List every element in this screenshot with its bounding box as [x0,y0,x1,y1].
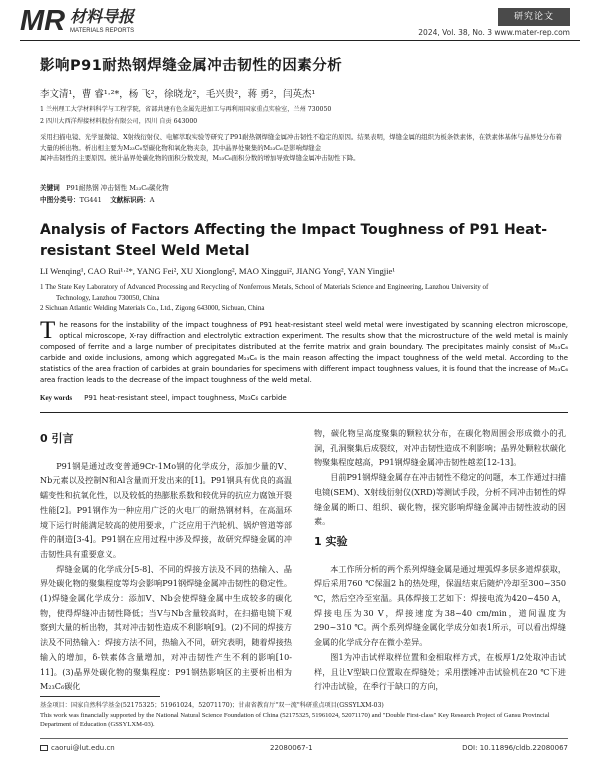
affiliation-line: 2 四川大西洋焊接材料股份有限公司，四川 自贡 643000 [40,118,198,125]
header-rule [20,40,580,41]
svg-text:材料导报: 材料导报 [70,7,135,26]
drop-cap: T [40,317,56,344]
doi[interactable]: DOI: 10.11896/cldb.22080067 [462,744,568,752]
english-affiliations: 1 The State Key Laboratory of Advanced Processing and Recycling of Nonferrous Metals, School of Materials Science and Engineering, Lanzhou University of Technology, Lanzhou 730050, China 2 Sichuan Atlantic Welding Materials Co., Ltd., Zigong 643000, Sichuan, China [40,283,489,312]
paragraph: 目前P91钢焊缝金属存在冲击韧性不稳定的问题，本工作通过扫描电镜(SEM)、X射线衍射仪(XRD)等测试手段，分析不同冲击韧性的焊缝金属的断口、组织、碳化物，探究影响焊缝金属冲击韧性波动的因素。 [314,472,566,527]
english-authors: LI Wenqing¹, CAO Rui¹·²*, YANG Fei², XU Xionglong², MAO Xinggui², JIANG Yong², YAN Yingjie¹ [40,266,395,276]
author-email[interactable]: caorui@lut.edu.cn [51,744,115,752]
footnote-rule [40,696,160,697]
body-column-left [40,426,292,694]
section-heading: 0 引言 [40,432,74,445]
affiliation-line: 1 兰州理工大学材料科学与工程学院，省部共建有色金属先进加工与再利用国家重点实验室，兰州 730050 [40,106,332,113]
chinese-keywords: 关键词 P91耐热钢 冲击韧性 M₂₃C₆碳化物 中图分类号：TG441 文献标识码：A [40,184,169,204]
chinese-authors: 李文清¹，曹 睿¹·²*，杨 飞²，徐晓龙²，毛兴贵²，蒋 勇²，闫英杰¹ [40,89,316,100]
section-divider [40,412,568,413]
svg-text:MR: MR [20,5,66,36]
article-type-badge: 研究论文 [498,8,570,26]
english-title: Analysis of Factors Affecting the Impact Toughness of P91 Heat-resistant Steel Weld Metal [40,222,548,259]
paragraph: 焊缝金属的化学成分[5-8]、不同的焊接方法及不同的热输入、晶界处碳化物的聚集程度等均会影响P91钢焊缝金属冲击韧性的稳定性。(1)焊缝金属化学成分：添加V、Nb会使焊缝金属中生成较多的碳化物，使得焊缝冲击韧性降低；当V与Nb含量较高时，在扫描电镜下观察到大量的析出物，其对冲击韧性造成不利影响[9]。(2)不同的焊接方法及不同热输入：焊接方法不同，热输入不同，研究表明，随着焊接热输入的增加，δ-铁素体含量增加，对冲击韧性产生不利的影响[10-11]。(3)晶界处碳化物的聚集程度：P91钢热影响区的主要析出相为M₂₃C₆碳化 [40,563,292,692]
page-number: 22080067-1 [270,744,313,752]
volume-info: 2024, Vol. 38, No. 3 www.mater-rep.com [418,28,570,37]
chinese-title: 影响P91耐热钢焊缝金属冲击韧性的因素分析 [40,58,343,74]
paragraph: P91钢是通过改变普通9Cr-1Mo钢的化学成分，添加少量的V、Nb元素以及控制N和Al含量而开发出来的[1]。P91钢具有优良的高温蠕变性和抗氧化性，以及较低的热膨胀系数和较优异的抗应力腐蚀开裂性能[2]。P91钢作为一种应用广泛的火电厂的耐热钢材料，在高温环境下运行时能满足较高的使用要求，广泛应用于汽轮机、锅炉管道等部件的制造[3-4]。P91钢在应用过程中涉及焊接，故研究焊缝金属的冲击韧性具有重要意义。 [40,460,292,559]
journal-logo [20,4,160,36]
english-abstract: The reasons for the instability of the impact toughness of P91 heat-resistant steel weld metal were investigated by scanning electron microscope, optical microscope, X-ray diffraction and electrolytic extraction experiment. The results show that the microstructure of the weld metal is mainly composed of ferrite and a large number of precipitates distributed at the ferrite matrix and grain boundary. The precipitates mainly consist of M₂₃C₆ carbide and oxide inclusions, among which aggregated M₂₃C₆ is the main reason affecting the impact toughness of the weld metal. According to the statistics of the area fraction of carbides at grain boundaries for specimens with different impact toughness values, it is found that the increase of M₂₃C₆ area fraction leads to the decrease of the impact toughness of the weld metal. [40,317,568,384]
funding-footnote: 基金项目：国家自然科学基金(52175325；51961024，52071170)；甘肃省教育厅"双一流"科研重点项目(GSSYLXM-03) This work was financially supported by the National Natural Science Foundation of China (52175325, 51961024, 52071170) and "Double First-class" Key Research Project of Gansu Provincial Department of Education (GSSYLXM-03). [40,702,550,728]
chinese-affiliations [40,104,331,128]
footer-rule [40,738,568,739]
journal-header [0,0,600,40]
english-keywords: Key words P91 heat-resistant steel, impact toughness, M₂₃C₆ carbide [40,394,287,402]
svg-text:MATERIALS REPORTS: MATERIALS REPORTS [70,28,135,34]
paragraph: 图1为冲击试样取样位置和金相取样方式，在板厚1/2处取冲击试样，且让V型缺口位置取在焊缝处；采用摆锤冲击试验机在20 ℃下进行冲击试验，在季行于缺口的方向， [314,651,566,692]
section-heading: 1 实验 [314,534,348,548]
body-column-right [314,426,566,694]
chinese-abstract: 采用扫描电镜、光学显微镜、X射线衍射仪、电解萃取实验等研究了P91耐热钢焊缝金属冲击韧性不稳定的原因。结果表明，焊缝金属的组织为板条铁素体，在铁素体基体与晶界处分布着大量的析出物。析出相主要为M₂₃C₆型碳化物和氧化物夹杂，其中晶界处聚集的M₂₃C₆是影响焊缝金 属冲击韧性的主要原因。统计晶界处碳化物的面积分数发现，M₂₃C₆面积分数的增加导致焊缝金属冲击韧性下降。 [40,133,562,162]
paragraph: 本工作所分析的两个系列焊缝金属是通过埋弧焊多层多道焊获取，焊后采用760 ℃保温2 h的热处理，保温结束后随炉冷却至300~350 ℃，然后空冷至室温。具体焊接工艺如下：焊接电流为420~450 A，焊接电压为30 V，焊接速度为38~40 cm/min，道间温度为290~310 ℃。两个系列焊缝金属化学成分如表1所示，可以看出焊缝金属的化学成分存在微小差异。 [314,563,566,648]
mail-icon [40,745,48,751]
paragraph: 物，碳化物呈高度聚集的颗粒状分布，在碳化物周围会形成微小的孔洞，孔洞聚集后成裂纹，对冲击韧性造成不利影响；晶界处颗粒状碳化物聚集程度越高，P91钢焊缝金属冲击韧性越差[12-13]。 [314,428,566,468]
